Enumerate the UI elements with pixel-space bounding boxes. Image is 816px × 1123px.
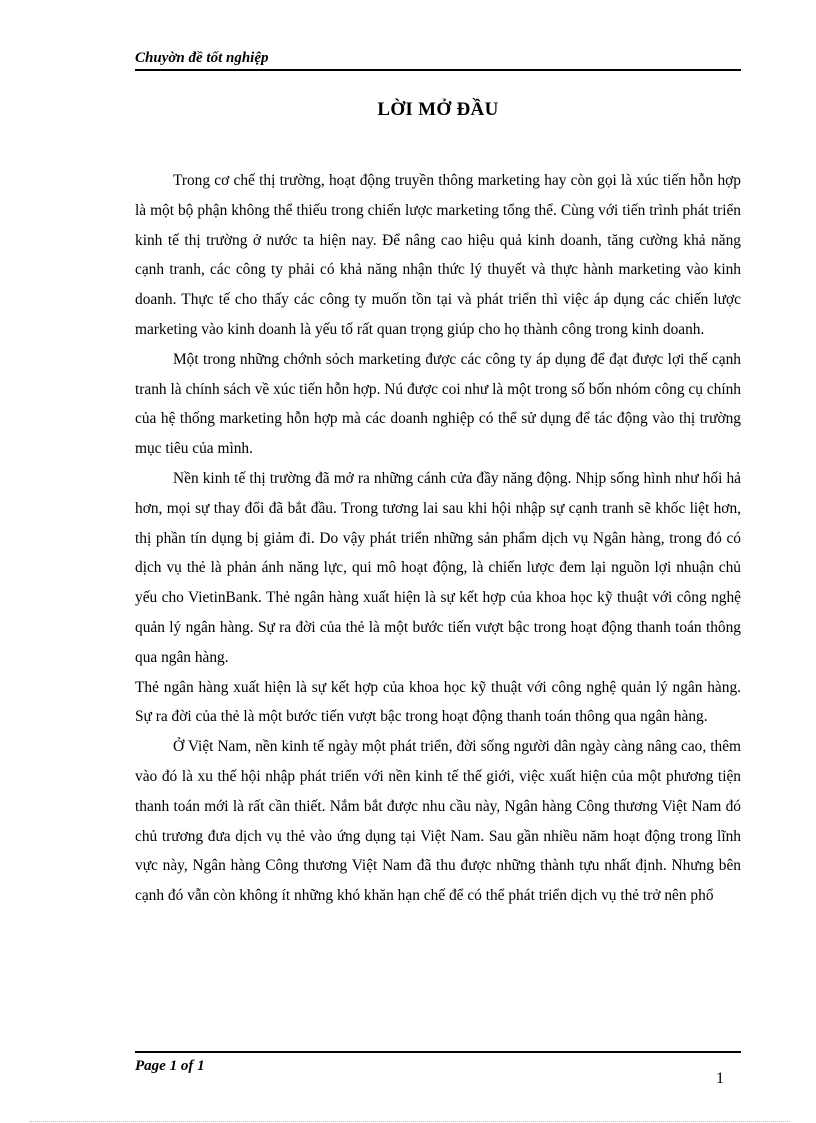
page-header	[135, 48, 741, 68]
page-number: 1	[716, 1070, 724, 1087]
paragraph-2: Một trong những chớnh sỏch marketing được các công ty áp dụng để đạt được lợi thế cạnh tranh là chính sách về xúc tiến hỗn hợp. Nú được coi như là một trong số bốn nhóm công cụ chính của hệ thống marketing hỗn hợp mà các doanh nghiệp có thể sử dụng để tác động vào thị trường mục tiêu của mình.	[135, 350, 741, 458]
paragraph-3: Nền kinh tế thị trường đã mở ra những cánh cửa đầy năng động. Nhịp sống hình như hối hả hơn, mọi sự thay đổi đã bắt đầu. Trong tương lai sau khi hội nhập sự cạnh tranh sẽ khốc liệt hơn, thị phần tín dụng bị giảm đi. Do vậy phát triển những sản phẩm dịch vụ Ngân hàng, trong đó có dịch vụ thẻ là phản ánh năng lực, qui mô hoạt động, là chiến lược đem lại nguồn lợi nhuận chủ yếu cho VietinBank. Thẻ ngân hàng xuất hiện là sự kết hợp của khoa học kỹ thuật với công nghệ quản lý ngân hàng. Sự ra đời của thẻ là một bước tiến vượt bậc trong hoạt động thanh toán thông qua ngân hàng.	[135, 469, 741, 666]
document-title: LỜI MỞ ĐẦU	[377, 99, 499, 120]
paragraph-4: Thẻ ngân hàng xuất hiện là sự kết hợp của khoa học kỹ thuật với công nghệ quản lý ngân hàng. Sự ra đời của thẻ là một bước tiến vượt bậc trong hoạt động thanh toán thông qua ngân hàng.	[135, 678, 741, 726]
paragraph-5: Ở Việt Nam, nền kinh tế ngày một phát triển, đời sống người dân ngày càng nâng cao, thêm vào đó là xu thế hội nhập phát triển với nền kinh tế thế giới, việc xuất hiện của một phương tiện thanh toán mới là rất cần thiết. Nắm bắt được nhu cầu này, Ngân hàng Công thương Việt Nam đó chủ trương đưa dịch vụ thẻ vào ứng dụng tại Việt Nam. Sau gần nhiều năm hoạt động trong lĩnh vực này, Ngân hàng Công thương Việt Nam đã thu được những thành tựu nhất định. Nhưng bên cạnh đó vẫn còn không ít những khó khăn hạn chế để có thể phát triển dịch vụ thẻ trở nên phổ	[135, 738, 741, 905]
header-divider	[135, 69, 741, 71]
footer-page-label: Page 1 of 1	[135, 1058, 205, 1074]
header-title: Chuyờn đề tốt nghiệp	[135, 50, 269, 66]
paragraph-1: Trong cơ chế thị trường, hoạt động truyền thông marketing hay còn gọi là xúc tiến hỗn hợp là một bộ phận không thể thiếu trong chiến lược marketing tổng thể. Cùng với tiến trình phát triển kinh tế thị trường ở nước ta hiện nay. Để nâng cao hiệu quả kinh doanh, tăng cường khả năng cạnh tranh, các công ty phải có khả năng nhận thức lý thuyết và thực hành marketing vào kinh doanh. Thực tế cho thấy các công ty muốn tồn tại và phát triển thì việc áp dụng các chiến lược marketing vào kinh doanh là yếu tố rất quan trọng giúp cho họ thành công trong kinh doanh.	[135, 172, 741, 338]
footer-divider	[135, 1051, 741, 1053]
document-body	[135, 166, 741, 911]
page-bottom-dotted-rule	[30, 1121, 790, 1122]
